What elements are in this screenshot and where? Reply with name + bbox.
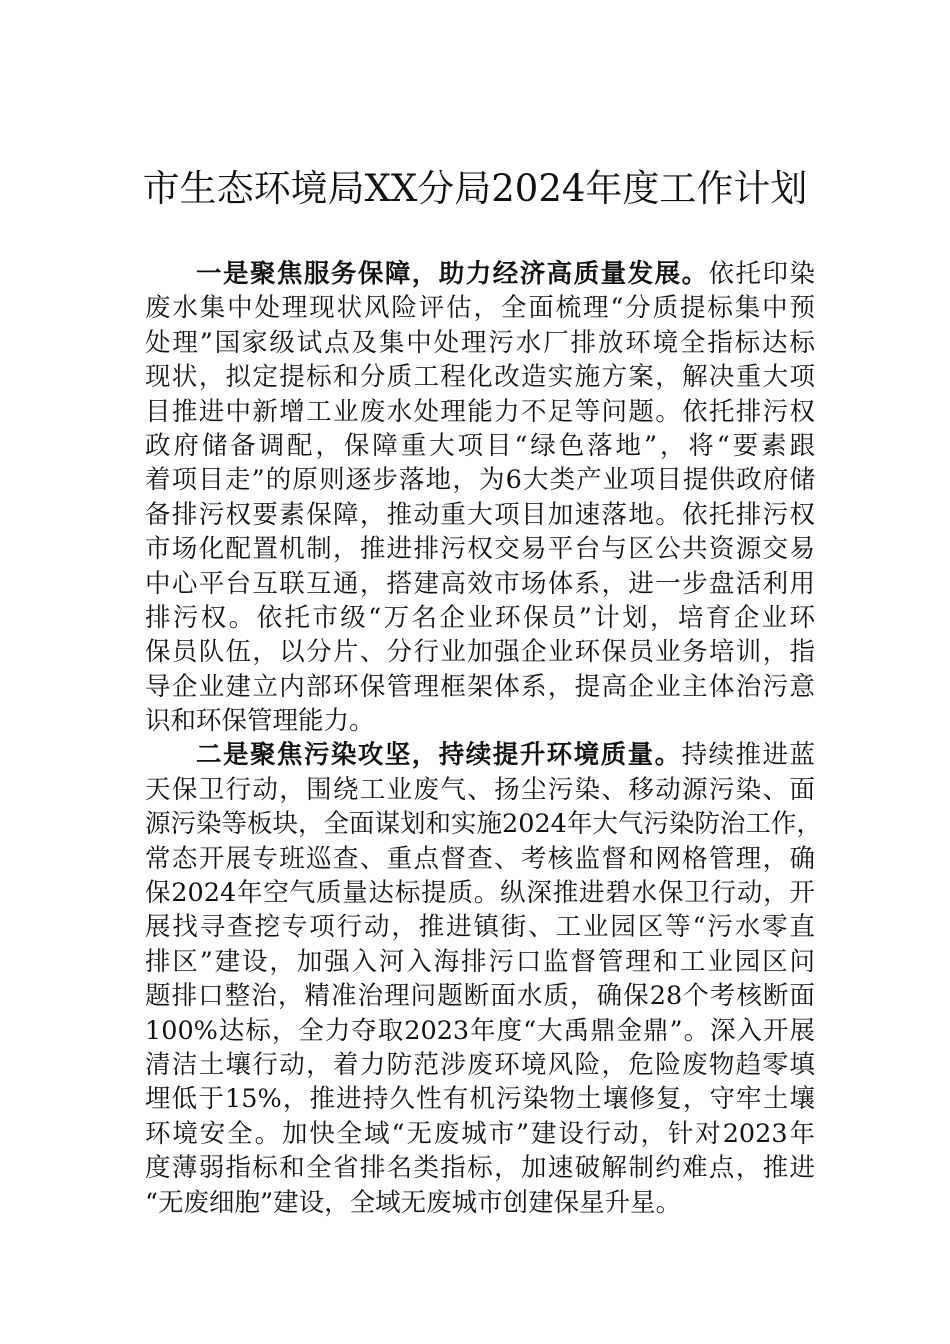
paragraph-2-line-4: 常态开展专班巡查、重点督查、考核监督和网格管理，确 <box>145 843 815 874</box>
paragraph-1-line-12: 保员队伍，以分片、分行业加强企业环保员业务培训，指 <box>145 637 815 668</box>
paragraph-2-line-9: 100%达标，全力夺取2023年度“大禹鼎金鼎”。深入开展 <box>145 1015 815 1046</box>
paragraph-1-line-8: 备排污权要素保障，推动重大项目加速落地。依托排污权 <box>145 499 815 530</box>
paragraph-1-line-10: 中心平台互联互通，搭建高效市场体系，进一步盘活利用 <box>145 568 815 599</box>
paragraph-1-line-5: 目推进中新增工业废水处理能力不足等问题。依托排污权 <box>145 396 815 427</box>
document-title: 市生态环境局XX分局2024年度工作计划 <box>142 167 808 210</box>
paragraph-2-line-7: 排区”建设，加强入河入海排污口监督管理和工业园区问 <box>145 946 815 977</box>
paragraph-1-line-9: 市场化配置机制，推进排污权交易平台与区公共资源交易 <box>145 534 815 565</box>
paragraph-2-line-10: 清洁土壤行动，着力防范涉废环境风险，危险废物趋零填 <box>145 1049 815 1080</box>
paragraph-1-line-11: 排污权。依托市级“万名企业环保员”计划，培育企业环 <box>145 602 815 633</box>
paragraph-1-first-line <box>145 257 815 291</box>
paragraph-1-line-3: 处理”国家级试点及集中处理污水厂排放环境全指标达标 <box>145 327 815 358</box>
paragraph-1-line-13: 导企业建立内部环保管理框架体系，提高企业主体治污意 <box>145 671 815 702</box>
paragraph-2-line-13: 度薄弱指标和全省排名类指标，加速破解制约难点，推进 <box>145 1153 815 1184</box>
document-body <box>145 257 822 1220</box>
paragraph-2-line-14: “无废细胞”建设，全域无废城市创建保星升星。 <box>145 1187 682 1218</box>
paragraph-1-line-14: 识和环保管理能力。 <box>145 706 375 737</box>
paragraph-2-line-8: 题排口整治，精准治理问题断面水质，确保28个考核断面 <box>145 981 815 1012</box>
paragraph-2-lead: 二是聚焦污染攻坚，持续提升环境质量。 <box>196 740 682 771</box>
paragraph-2-first-line <box>145 738 815 772</box>
paragraph-1-line-2: 废水集中处理现状风险评估，全面梳理“分质提标集中预 <box>145 293 815 324</box>
paragraph-2-line-12: 环境安全。加快全域“无废城市”建设行动，针对2023年 <box>145 1118 815 1149</box>
paragraph-2-line-11: 埋低于15%，推进持久性有机污染物土壤修复，守牢土壤 <box>145 1084 815 1115</box>
paragraph-1-lead: 一是聚焦服务保障，助力经济高质量发展。 <box>196 259 709 289</box>
paragraph-2-line-5: 保2024年空气质量达标提质。纵深推进碧水保卫行动，开 <box>145 878 815 909</box>
paragraph-1-line-7: 着项目走”的原则逐步落地，为6大类产业项目提供政府储 <box>145 465 815 496</box>
paragraph-1-line-1: 依托印染 <box>708 259 815 289</box>
paragraph-2-line-1: 持续推进蓝 <box>681 740 815 771</box>
paragraph-2-line-6: 展找寻查挖专项行动，推进镇街、工业园区等“污水零直 <box>145 912 815 943</box>
paragraph-1-line-4: 现状，拟定提标和分质工程化改造实施方案，解决重大项 <box>145 362 815 393</box>
paragraph-2-line-2: 天保卫行动，围绕工业废气、扬尘污染、移动源污染、面 <box>145 774 815 805</box>
paragraph-2-line-3: 源污染等板块，全面谋划和实施2024年大气污染防治工作， <box>145 809 822 840</box>
paragraph-1-line-6: 政府储备调配，保障重大项目“绿色落地”，将“要素跟 <box>145 430 815 461</box>
